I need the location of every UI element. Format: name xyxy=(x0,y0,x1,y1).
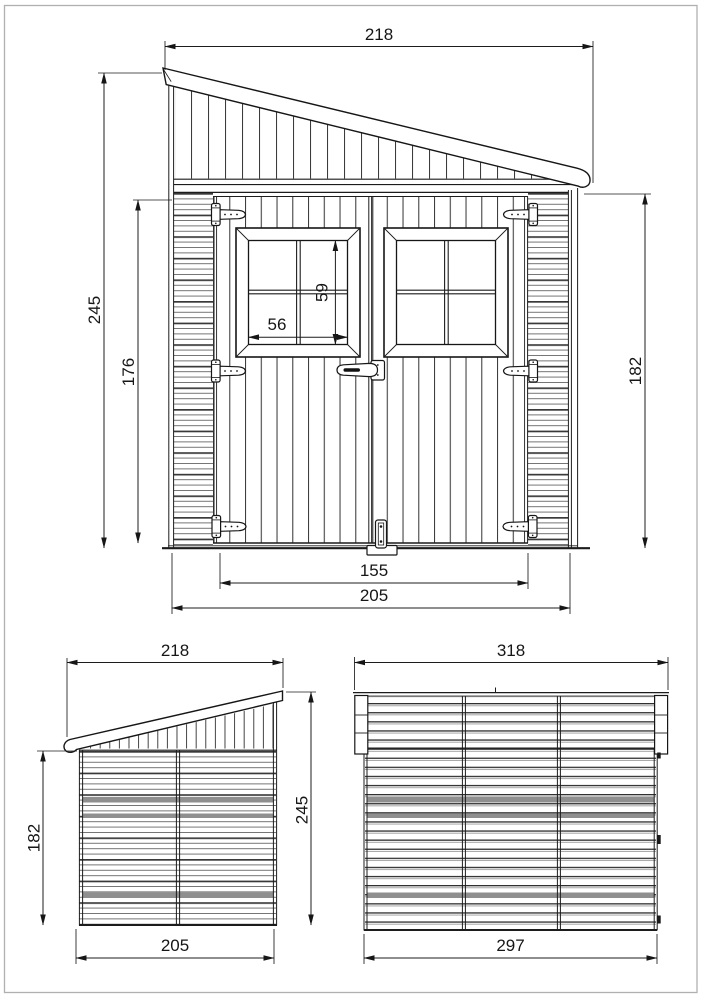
back-wall-planks xyxy=(365,749,656,931)
front-overall-width-label: 218 xyxy=(364,25,394,44)
front-view xyxy=(85,25,651,614)
side-roof-width-label: 218 xyxy=(160,641,190,660)
side-wall-planks xyxy=(79,751,276,926)
door-pair-width-label: 155 xyxy=(359,561,389,580)
door-opening-height-label: 176 xyxy=(119,357,138,387)
front-overall-height-label: 245 xyxy=(85,295,104,325)
back-roof-width-label: 318 xyxy=(496,641,526,660)
window-width-label: 56 xyxy=(267,315,287,334)
window-height-label: 59 xyxy=(312,283,332,302)
front-wall-width-label: 205 xyxy=(359,586,389,605)
back-view xyxy=(353,641,669,964)
back-roof-boards xyxy=(368,696,657,748)
side-wall-width-label: 205 xyxy=(160,936,190,955)
back-wall-width-label: 297 xyxy=(496,936,525,955)
front-header-lines xyxy=(174,179,572,196)
side-rear-wall-height-label: 182 xyxy=(24,823,44,853)
side-view xyxy=(25,641,317,964)
window-right xyxy=(384,228,508,357)
front-side-wall-height-label: 182 xyxy=(626,356,645,386)
back-hinge-marks xyxy=(657,753,661,924)
side-front-wall-height-label: 245 xyxy=(292,795,312,825)
